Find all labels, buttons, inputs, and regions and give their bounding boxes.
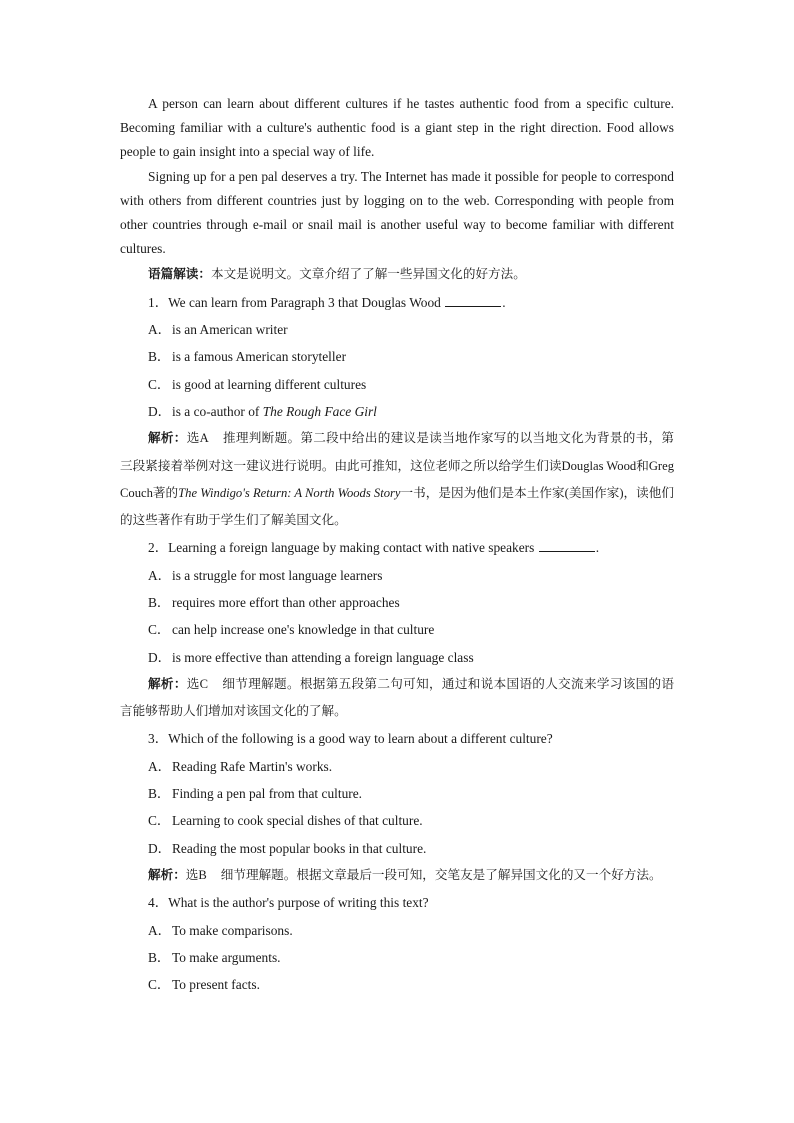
passage-paragraph: A person can learn about different cultures if he tastes authentic food from a specific culture. Becoming familiar with a culture's authentic food is a giant step in the right direction. Food allows people to gain insight into a special way of life. bbox=[120, 96, 674, 160]
question-stem: 4．What is the author's purpose of writing this text? bbox=[148, 895, 429, 911]
answer-option: D．is more effective than attending a foreign language class bbox=[148, 649, 474, 665]
answer-option: C． To present facts. bbox=[148, 977, 260, 993]
answer-option: C． can help increase one's knowledge in that culture bbox=[148, 622, 435, 638]
question-stem: 3．Which of the following is a good way to learn about a different culture? bbox=[148, 731, 553, 747]
answer-blank bbox=[445, 295, 501, 307]
answer-option: D．is a co-author of The Rough Face Girl bbox=[148, 403, 377, 419]
answer-option: A．To make comparisons. bbox=[148, 922, 293, 938]
answer-option: B． To make arguments. bbox=[148, 949, 281, 965]
answer-option: C． Learning to cook special dishes of that culture. bbox=[148, 813, 423, 829]
answer-option: D．Reading the most popular books in that culture. bbox=[148, 840, 427, 856]
summary-text: 本文是说明文。文章介绍了了解一些异国文化的好方法。 bbox=[210, 267, 526, 282]
summary bbox=[120, 261, 674, 288]
answer-option: A．is an American writer bbox=[148, 322, 288, 338]
document-page bbox=[120, 92, 674, 998]
answer-option: C． is good at learning different cultures bbox=[148, 376, 367, 392]
passage-paragraph: Signing up for a pen pal deserves a try. The Internet has made it possible for people to correspond with others from different countries just by logging on to the web. Corresponding with people from other countries through e-mail or snail mail is another useful way to become familiar with different cultures. bbox=[120, 168, 674, 257]
answer-option: B． requires more effort than other approaches bbox=[148, 594, 400, 610]
answer-option: B． Finding a pen pal from that culture. bbox=[148, 786, 363, 802]
answer-blank bbox=[539, 540, 595, 552]
question-stem: 1．We can learn from Paragraph 3 that Douglas Wood . bbox=[148, 294, 506, 310]
answer-option: A．is a struggle for most language learners bbox=[148, 567, 383, 583]
answer-option: B． is a famous American storyteller bbox=[148, 349, 347, 365]
answer-option: A．Reading Rafe Martin's works. bbox=[148, 758, 333, 774]
explanation: 解析：选C 细节理解题。根据第五段第二句可知，通过和说本国语的人交流来学习该国的语言能够帮助人们增加对该国文化的了解。 bbox=[120, 676, 675, 719]
question-stem: 2．Learning a foreign language by making contact with native speakers . bbox=[148, 540, 600, 556]
summary-label: 语篇解读： bbox=[148, 267, 211, 282]
explanation: 解析：选A 推理判断题。第二段中给出的建议是读当地作家写的以当地文化为背景的书，第三段紧接着举例对这一建议进行说明。由此可推知，这位老师之所以给学生们读Douglas Wood和Greg Couch著的The Windigo's Return: A North Woods Story一书，是因为他们是本土作家(美国作家)，读他们的这些著作有助于学生们了解美国文化。 bbox=[120, 431, 674, 528]
explanation: 解析：选B 细节理解题。根据文章最后一段可知，交笔友是了解异国文化的又一个好方法。 bbox=[148, 867, 662, 882]
